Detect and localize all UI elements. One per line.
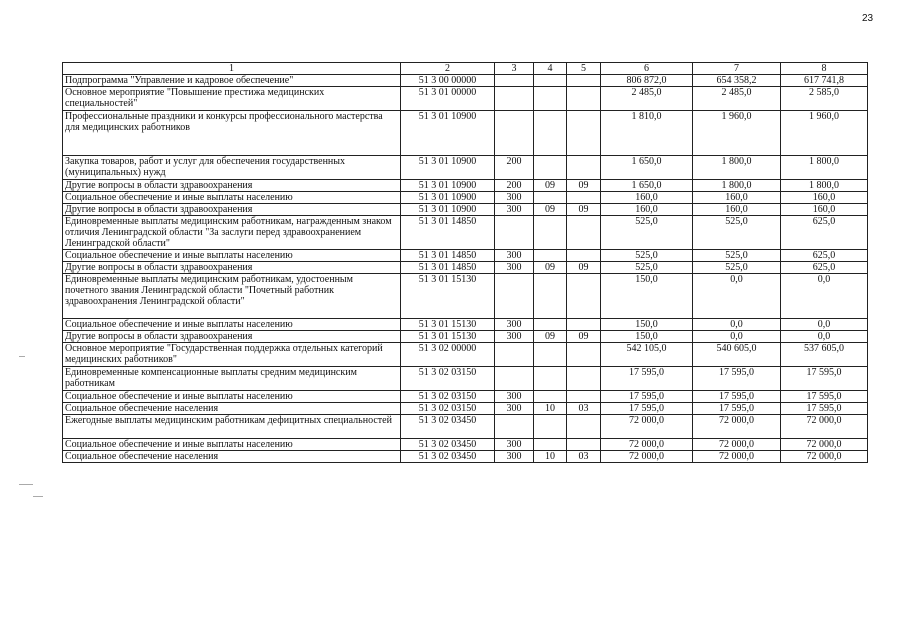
- table-row: [63, 391, 868, 403]
- kcsr-code: 51 3 01 14850: [401, 250, 495, 262]
- row-name: Основное мероприятие "Повышение престижа медицинских специальностей": [63, 87, 401, 111]
- table-row: [63, 319, 868, 331]
- vr-code: [495, 111, 534, 156]
- rz-code: 10: [534, 451, 567, 463]
- table-row: [63, 331, 868, 343]
- row-name: Единовременные выплаты медицинским работникам, удостоенным почетного звания Ленинградской области "Почетный работник здравоохранения Ленинградской области": [63, 274, 401, 319]
- rz-code: 10: [534, 403, 567, 415]
- table-row: [63, 415, 868, 439]
- kcsr-code: 51 3 01 10900: [401, 192, 495, 204]
- value-col7: 1 800,0: [693, 180, 781, 192]
- value-col6: 525,0: [601, 262, 693, 274]
- rz-code: [534, 367, 567, 391]
- value-col7: 525,0: [693, 216, 781, 250]
- vr-code: [495, 87, 534, 111]
- value-col7: 1 800,0: [693, 156, 781, 180]
- pr-code: [567, 192, 601, 204]
- value-col6: 525,0: [601, 250, 693, 262]
- value-col6: 72 000,0: [601, 439, 693, 451]
- header-cell: 3: [495, 63, 534, 75]
- rz-code: [534, 274, 567, 319]
- scan-mark: [19, 484, 33, 485]
- table-row: [63, 192, 868, 204]
- value-col8: 0,0: [781, 331, 868, 343]
- vr-code: [495, 216, 534, 250]
- vr-code: 200: [495, 180, 534, 192]
- value-col8: 0,0: [781, 319, 868, 331]
- table-row: [63, 343, 868, 367]
- row-name: Другие вопросы в области здравоохранения: [63, 204, 401, 216]
- value-col6: 160,0: [601, 204, 693, 216]
- row-name: Другие вопросы в области здравоохранения: [63, 180, 401, 192]
- vr-code: 300: [495, 451, 534, 463]
- vr-code: 300: [495, 192, 534, 204]
- table-row: [63, 274, 868, 319]
- value-col8: 17 595,0: [781, 403, 868, 415]
- vr-code: 300: [495, 319, 534, 331]
- value-col7: 17 595,0: [693, 367, 781, 391]
- value-col6: 150,0: [601, 331, 693, 343]
- kcsr-code: 51 3 02 03150: [401, 367, 495, 391]
- value-col7: 0,0: [693, 331, 781, 343]
- table-row: [63, 87, 868, 111]
- value-col6: 2 485,0: [601, 87, 693, 111]
- value-col8: 1 800,0: [781, 180, 868, 192]
- pr-code: [567, 319, 601, 331]
- pr-code: 09: [567, 204, 601, 216]
- row-name: Единовременные компенсационные выплаты средним медицинским работникам: [63, 367, 401, 391]
- pr-code: [567, 250, 601, 262]
- rz-code: [534, 75, 567, 87]
- row-name: Социальное обеспечение и иные выплаты населению: [63, 192, 401, 204]
- value-col7: 1 960,0: [693, 111, 781, 156]
- rz-code: [534, 156, 567, 180]
- value-col8: 17 595,0: [781, 367, 868, 391]
- row-name: Основное мероприятие "Государственная поддержка отдельных категорий медицинских работников": [63, 343, 401, 367]
- value-col8: 0,0: [781, 274, 868, 319]
- value-col6: 1 650,0: [601, 180, 693, 192]
- value-col8: 625,0: [781, 262, 868, 274]
- value-col7: 540 605,0: [693, 343, 781, 367]
- kcsr-code: 51 3 01 15130: [401, 319, 495, 331]
- row-name: Единовременные выплаты медицинским работникам, награжденным знаком отличия Ленинградской области "За заслуги перед здравоохранением Ленинградской области": [63, 216, 401, 250]
- row-name: Другие вопросы в области здравоохранения: [63, 262, 401, 274]
- value-col8: 160,0: [781, 192, 868, 204]
- value-col8: 1 800,0: [781, 156, 868, 180]
- vr-code: 300: [495, 331, 534, 343]
- value-col6: 17 595,0: [601, 367, 693, 391]
- header-cell: 7: [693, 63, 781, 75]
- header-cell: 5: [567, 63, 601, 75]
- value-col7: 160,0: [693, 192, 781, 204]
- pr-code: [567, 391, 601, 403]
- value-col7: 160,0: [693, 204, 781, 216]
- value-col7: 17 595,0: [693, 403, 781, 415]
- table-row: [63, 204, 868, 216]
- value-col6: 72 000,0: [601, 451, 693, 463]
- kcsr-code: 51 3 01 10900: [401, 156, 495, 180]
- scan-mark: [33, 496, 43, 497]
- value-col6: 17 595,0: [601, 391, 693, 403]
- vr-code: [495, 75, 534, 87]
- rz-code: 09: [534, 180, 567, 192]
- value-col6: 1 650,0: [601, 156, 693, 180]
- header-cell: 1: [63, 63, 401, 75]
- row-name: Социальное обеспечение и иные выплаты населению: [63, 439, 401, 451]
- kcsr-code: 51 3 02 03450: [401, 415, 495, 439]
- kcsr-code: 51 3 02 03150: [401, 403, 495, 415]
- pr-code: [567, 216, 601, 250]
- pr-code: [567, 439, 601, 451]
- pr-code: 03: [567, 451, 601, 463]
- vr-code: [495, 415, 534, 439]
- vr-code: 300: [495, 391, 534, 403]
- table-row: [63, 156, 868, 180]
- table-row: [63, 367, 868, 391]
- budget-table: [62, 62, 868, 463]
- pr-code: 03: [567, 403, 601, 415]
- value-col7: 17 595,0: [693, 391, 781, 403]
- scan-mark: [19, 356, 25, 357]
- vr-code: 300: [495, 262, 534, 274]
- page-number: 23: [862, 13, 874, 24]
- value-col7: 0,0: [693, 319, 781, 331]
- rz-code: [534, 415, 567, 439]
- rz-code: [534, 192, 567, 204]
- value-col7: 72 000,0: [693, 415, 781, 439]
- kcsr-code: 51 3 01 10900: [401, 204, 495, 216]
- pr-code: 09: [567, 262, 601, 274]
- row-name: Социальное обеспечение населения: [63, 451, 401, 463]
- row-name: Социальное обеспечение населения: [63, 403, 401, 415]
- header-cell: 8: [781, 63, 868, 75]
- row-name: Закупка товаров, работ и услуг для обеспечения государственных (муниципальных) нужд: [63, 156, 401, 180]
- kcsr-code: 51 3 02 03450: [401, 439, 495, 451]
- pr-code: [567, 111, 601, 156]
- row-name: Социальное обеспечение и иные выплаты населению: [63, 391, 401, 403]
- kcsr-code: 51 3 01 00000: [401, 87, 495, 111]
- value-col8: 72 000,0: [781, 451, 868, 463]
- value-col6: 1 810,0: [601, 111, 693, 156]
- value-col8: 1 960,0: [781, 111, 868, 156]
- value-col6: 806 872,0: [601, 75, 693, 87]
- value-col7: 0,0: [693, 274, 781, 319]
- row-name: Ежегодные выплаты медицинским работникам дефицитных специальностей: [63, 415, 401, 439]
- kcsr-code: 51 3 01 15130: [401, 331, 495, 343]
- header-cell: 4: [534, 63, 567, 75]
- table-row: [63, 262, 868, 274]
- value-col6: 525,0: [601, 216, 693, 250]
- value-col8: 2 585,0: [781, 87, 868, 111]
- pr-code: 09: [567, 180, 601, 192]
- kcsr-code: 51 3 02 03150: [401, 391, 495, 403]
- header-cell: 6: [601, 63, 693, 75]
- value-col8: 160,0: [781, 204, 868, 216]
- table-row: [63, 111, 868, 156]
- table-row: [63, 75, 868, 87]
- value-col6: 17 595,0: [601, 403, 693, 415]
- rz-code: 09: [534, 204, 567, 216]
- pr-code: [567, 75, 601, 87]
- value-col7: 72 000,0: [693, 439, 781, 451]
- value-col7: 525,0: [693, 250, 781, 262]
- value-col8: 625,0: [781, 250, 868, 262]
- pr-code: [567, 415, 601, 439]
- vr-code: [495, 343, 534, 367]
- kcsr-code: 51 3 02 03450: [401, 451, 495, 463]
- kcsr-code: 51 3 00 00000: [401, 75, 495, 87]
- value-col8: 625,0: [781, 216, 868, 250]
- kcsr-code: 51 3 01 10900: [401, 111, 495, 156]
- pr-code: [567, 156, 601, 180]
- rz-code: 09: [534, 262, 567, 274]
- value-col6: 150,0: [601, 319, 693, 331]
- table-row: [63, 180, 868, 192]
- rz-code: 09: [534, 331, 567, 343]
- value-col7: 72 000,0: [693, 451, 781, 463]
- vr-code: 300: [495, 250, 534, 262]
- rz-code: [534, 111, 567, 156]
- kcsr-code: 51 3 02 00000: [401, 343, 495, 367]
- value-col7: 2 485,0: [693, 87, 781, 111]
- pr-code: [567, 367, 601, 391]
- value-col8: 72 000,0: [781, 415, 868, 439]
- table-row: [63, 216, 868, 250]
- value-col8: 72 000,0: [781, 439, 868, 451]
- header-cell: 2: [401, 63, 495, 75]
- rz-code: [534, 391, 567, 403]
- pr-code: [567, 274, 601, 319]
- rz-code: [534, 216, 567, 250]
- kcsr-code: 51 3 01 15130: [401, 274, 495, 319]
- row-name: Профессиональные праздники и конкурсы профессионального мастерства для медицинских работников: [63, 111, 401, 156]
- table-header-row: [63, 63, 868, 75]
- vr-code: 300: [495, 204, 534, 216]
- table-row: [63, 403, 868, 415]
- pr-code: [567, 87, 601, 111]
- vr-code: 300: [495, 439, 534, 451]
- value-col8: 617 741,8: [781, 75, 868, 87]
- table-row: [63, 439, 868, 451]
- table-row: [63, 451, 868, 463]
- row-name: Социальное обеспечение и иные выплаты населению: [63, 250, 401, 262]
- value-col7: 654 358,2: [693, 75, 781, 87]
- row-name: Другие вопросы в области здравоохранения: [63, 331, 401, 343]
- value-col7: 525,0: [693, 262, 781, 274]
- table-row: [63, 250, 868, 262]
- row-name: Социальное обеспечение и иные выплаты населению: [63, 319, 401, 331]
- value-col6: 72 000,0: [601, 415, 693, 439]
- value-col8: 537 605,0: [781, 343, 868, 367]
- rz-code: [534, 250, 567, 262]
- pr-code: [567, 343, 601, 367]
- vr-code: [495, 367, 534, 391]
- value-col6: 150,0: [601, 274, 693, 319]
- vr-code: 300: [495, 403, 534, 415]
- vr-code: 200: [495, 156, 534, 180]
- vr-code: [495, 274, 534, 319]
- row-name: Подпрограмма "Управление и кадровое обеспечение": [63, 75, 401, 87]
- rz-code: [534, 343, 567, 367]
- rz-code: [534, 439, 567, 451]
- kcsr-code: 51 3 01 14850: [401, 262, 495, 274]
- value-col6: 542 105,0: [601, 343, 693, 367]
- value-col6: 160,0: [601, 192, 693, 204]
- rz-code: [534, 87, 567, 111]
- kcsr-code: 51 3 01 10900: [401, 180, 495, 192]
- value-col8: 17 595,0: [781, 391, 868, 403]
- pr-code: 09: [567, 331, 601, 343]
- rz-code: [534, 319, 567, 331]
- kcsr-code: 51 3 01 14850: [401, 216, 495, 250]
